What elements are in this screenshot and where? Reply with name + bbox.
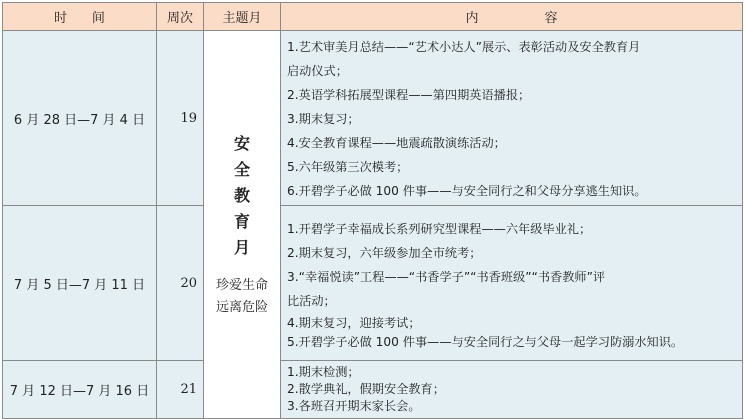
header-theme: 主题月 <box>204 3 281 31</box>
content-item: 6.开碧学子必做 100 件事——与安全同行之和父母分享逃生知识。 <box>287 184 647 198</box>
row-content <box>281 361 743 419</box>
theme-title: 安全教育月 <box>233 133 250 257</box>
content-item: 1.艺术审美月总结——“艺术小达人”展示、表彰活动及安全教育月 <box>287 40 641 54</box>
row-week: 20 <box>157 206 204 361</box>
content-item: 比活动； <box>287 293 336 308</box>
content-item: 3.各班召开期末家长会。 <box>287 399 421 413</box>
content-item: 2.英语学科拓展型课程——第四期英语播报； <box>287 88 531 102</box>
content-item: 启动仪式； <box>287 64 348 78</box>
content-item: 3.“幸福悦读”工程——“书香学子”“书香班级”“书香教师”评 <box>287 269 606 284</box>
table-row <box>3 206 743 361</box>
content-item: 4.期末复习，迎接考试； <box>287 315 421 330</box>
row-week: 21 <box>157 361 204 419</box>
content-item: 5.开碧学子必做 100 件事——与安全同行之与父母一起学习防溺水知识。 <box>287 334 684 349</box>
table-row <box>3 31 743 206</box>
header-time: 时 间 <box>3 3 157 31</box>
content-item: 2.期末复习，六年级参加全市统考； <box>287 245 482 260</box>
row-content <box>281 31 743 206</box>
content-item: 3.期末复习； <box>287 112 360 126</box>
theme-subtitle-line: 远离危险 <box>215 299 268 315</box>
theme-subtitle-line: 珍爱生命 <box>215 277 268 293</box>
header-week: 周次 <box>157 3 204 31</box>
content-item: 4.安全教育课程——地震疏散演练活动； <box>287 136 506 150</box>
header-row <box>3 3 743 31</box>
row-week: 19 <box>157 31 204 206</box>
row-time: 7 月 12 日—7 月 16 日 <box>3 361 157 419</box>
content-item: 2.散学典礼，假期安全教育； <box>287 382 445 396</box>
row-time: 7 月 5 日—7 月 11 日 <box>3 206 157 361</box>
row-time: 6 月 28 日—7 月 4 日 <box>3 31 157 206</box>
schedule-table <box>2 2 743 419</box>
row-content <box>281 206 743 361</box>
table-row <box>3 361 743 419</box>
content-item: 1.开碧学子幸福成长系列研究型课程——六年级毕业礼； <box>287 221 592 236</box>
theme-cell <box>204 31 281 419</box>
content-item: 5.六年级第三次模考； <box>287 160 409 174</box>
theme-subtitle <box>204 275 280 319</box>
header-content: 内 容 <box>281 3 743 31</box>
content-item: 1.期末检测； <box>287 365 360 379</box>
